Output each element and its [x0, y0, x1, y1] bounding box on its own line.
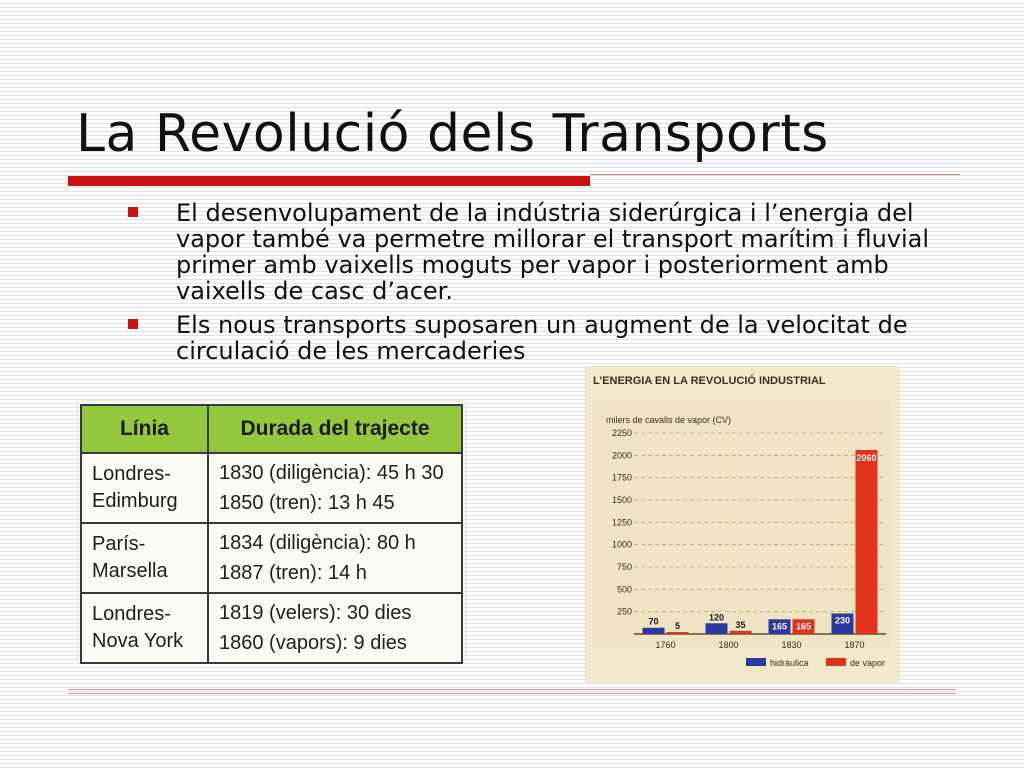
legend-swatch [746, 658, 766, 666]
route-name: Londres-Nova York [81, 593, 208, 663]
bar-hidràulica-1800 [706, 623, 728, 634]
duration-entry: 1819 (velers): 30 dies [219, 602, 412, 624]
data-label: 5 [674, 621, 681, 631]
bar-de vapor-1800 [730, 631, 752, 634]
table-row [81, 523, 462, 593]
y-tick-label: 750 [616, 562, 632, 572]
route-durations [208, 523, 462, 593]
table-row [81, 453, 462, 523]
energy-bar-chart [586, 367, 899, 682]
column-header-line: Línia [81, 405, 208, 453]
plot-background [594, 401, 891, 647]
x-tick-label: 1800 [718, 640, 739, 650]
column-header-duration: Durada del trajecte [208, 405, 462, 453]
title-underline-thin [590, 174, 960, 175]
bar-de vapor-1870 [856, 450, 878, 634]
bullet-list [128, 200, 978, 372]
data-label: 35 [735, 619, 746, 630]
route-durations [208, 593, 462, 663]
square-bullet-icon [128, 207, 138, 217]
bullet-item [128, 312, 978, 364]
legend-label: de vapor [850, 658, 886, 668]
bar-de vapor-1760 [667, 632, 689, 634]
y-tick-label: 1750 [611, 472, 632, 483]
data-label: 165 [771, 621, 788, 632]
y-tick-label: 250 [616, 606, 632, 617]
duration-entry: 1834 (diligència): 80 h [219, 532, 416, 554]
data-label: 120 [708, 612, 725, 623]
chart-title: L’ENERGIA EN LA REVOLUCIÓ INDUSTRIAL [593, 375, 826, 387]
duration-entry: 1850 (tren): 13 h 45 [219, 492, 395, 514]
y-tick-label: 1000 [611, 539, 632, 550]
legend-label: hidràulica [770, 658, 809, 668]
data-label: 70 [648, 616, 659, 627]
bullet-item [128, 200, 978, 304]
bullet-text: El desenvolupament de la indústria siderúrgica i l’energia del vapor també va permetre millorar el transport marítim i fluvial primer amb vaixells moguts per vapor i posteriorment amb vaixells de casc d’acer. [176, 199, 930, 305]
duration-entry: 1830 (diligència): 45 h 30 [219, 462, 444, 484]
table-header-row [81, 405, 462, 453]
duration-entry: 1887 (tren): 14 h [219, 562, 367, 584]
x-tick-label: 1830 [781, 640, 802, 650]
y-tick-label: 1250 [611, 517, 632, 528]
slide-title: La Revolució dels Transports [76, 104, 829, 164]
title-underline-accent [68, 176, 590, 186]
data-label: 230 [834, 615, 851, 626]
route-name: Londres-Edimburg [81, 453, 208, 523]
y-axis-label: milers de cavalls de vapor (CV) [606, 415, 732, 425]
y-tick-label: 2000 [611, 450, 632, 461]
y-tick-label: 500 [616, 584, 632, 595]
footer-rule [68, 693, 956, 694]
route-durations [208, 453, 462, 523]
energy-chart-image [586, 367, 899, 682]
bar-hidràulica-1760 [643, 628, 665, 634]
legend-swatch [826, 658, 846, 666]
x-tick-label: 1870 [844, 640, 865, 650]
bullet-text: Els nous transports suposaren un augment de la velocitat de circulació de les mercaderies [176, 311, 908, 365]
y-tick-label: 1500 [611, 495, 632, 505]
journey-duration-table-image [78, 401, 465, 662]
footer-rule [68, 689, 956, 690]
duration-entry: 1860 (vapors): 9 dies [219, 632, 407, 654]
y-tick-label: 2250 [611, 428, 632, 438]
data-label: 2060 [856, 452, 877, 463]
journey-duration-table [80, 404, 463, 664]
x-tick-label: 1760 [655, 640, 676, 650]
data-label: 165 [795, 621, 812, 632]
route-name: París-Marsella [81, 523, 208, 593]
square-bullet-icon [128, 319, 138, 329]
table-row [81, 593, 462, 663]
